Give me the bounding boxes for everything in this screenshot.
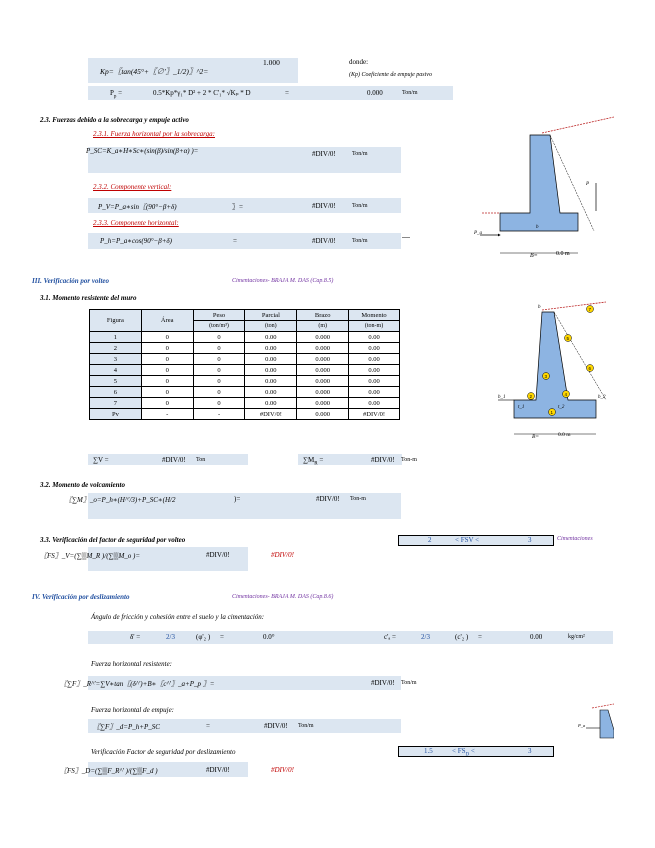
kp-formula: Kp=〖tan(45°+〖∅'〗_1/2)〗^2= xyxy=(100,67,209,76)
fsd-value: #DIV/0! xyxy=(206,766,230,774)
table-row: 2 0 0 0.00 0.000 0.00 xyxy=(90,343,400,354)
summr-label: $\sum M_R$ = xyxy=(303,456,324,467)
pp-unit: Ton/m xyxy=(402,90,418,96)
wall1-pa-label: P_a xyxy=(474,231,483,236)
fsv-max: 3 xyxy=(528,536,532,544)
section-2-3-1-title: 2.3.1. Fuerza horizontal por la sobrecarga: xyxy=(93,130,215,138)
backfill-slope-2 xyxy=(542,302,606,310)
fd-formula: 〖∑F〗_d=P_h+P_SC xyxy=(93,723,160,731)
mo-value: #DIV/0! xyxy=(316,495,340,503)
section-2-3-title: 2.3. Fuerzas debido a la sobrecarga y empuje activo xyxy=(40,116,189,124)
pv-close: 〗= xyxy=(232,203,243,211)
sumv-label: ∑V = xyxy=(93,456,109,464)
table-row: 5 0 0 0.00 0.000 0.00 xyxy=(90,376,400,387)
fd-label: Fuerza horizontal de empuje: xyxy=(91,706,175,714)
section-3-title: III. Verificación por volteo xyxy=(32,277,109,285)
pv-formula: P_V=P_a∗sin〖(90°−β+δ) xyxy=(98,203,177,211)
ph-unit: Ton/m xyxy=(352,238,368,244)
section-3-1-title: 3.1. Momento resistente del muro xyxy=(40,294,137,302)
unit-brazo: (m) xyxy=(297,321,349,332)
delta-label: δ' = xyxy=(130,633,141,641)
psc-formula: P_SC=K_a∗H∗Sc∗(sin(β)/sin(β+α) )= xyxy=(86,147,199,155)
ca-unit: kg/cm² xyxy=(568,634,585,640)
kp-note: (Kp) Coeficiente de empuje pasivo xyxy=(349,72,432,78)
ca-label: c'ₐ = xyxy=(384,633,396,641)
table-row: 4 0 0 0.00 0.000 0.00 xyxy=(90,365,400,376)
c2-eq: = xyxy=(478,633,482,641)
wall2-n5: 5 xyxy=(566,336,570,341)
wall2-n7: 7 xyxy=(588,307,592,312)
fsd-mid: < $FS_D$ < xyxy=(452,747,475,758)
pp-box xyxy=(88,86,453,100)
wall-stem xyxy=(500,135,578,231)
wall2-b-top: b xyxy=(538,305,541,310)
wall1-p-label: P xyxy=(586,182,590,187)
col-brazo: Brazo xyxy=(297,310,349,321)
section-4-title: IV. Verificación por deslizamiento xyxy=(32,593,130,601)
sumv-unit: Ton xyxy=(196,457,206,463)
pp-label: $P_p$ = xyxy=(110,89,123,100)
fr-value: #DIV/0! xyxy=(371,679,395,687)
wall2-n1: 1 xyxy=(550,410,554,415)
table-row: 3 0 0 0.00 0.000 0.00 xyxy=(90,354,400,365)
fd-eq: = xyxy=(206,722,210,730)
ph-eq: = xyxy=(233,237,237,245)
fsv-value: #DIV/0! xyxy=(206,551,230,559)
unit-momento: (ton-m) xyxy=(349,321,400,332)
pv-unit: Ton/m xyxy=(352,203,368,209)
fd-unit: Ton/m xyxy=(298,723,314,729)
kp-value: 1.000 xyxy=(263,58,280,67)
fsd-max: 3 xyxy=(528,747,532,755)
fsd-formula: 〖FS〗_D=(∑▒F_R^′ )/(∑▒F_d ) xyxy=(60,767,158,775)
pp-value: 0.000 xyxy=(367,89,383,97)
fr-unit: Ton/m xyxy=(401,680,417,686)
col-parcial: Parcial xyxy=(245,310,297,321)
retaining-wall-diagram-active xyxy=(472,113,614,263)
pressure-diagram-small xyxy=(578,700,614,740)
mo-unit: Ton-m xyxy=(350,496,366,502)
fd-value: #DIV/0! xyxy=(264,722,288,730)
wall1-b-small: b xyxy=(536,225,539,230)
mo-formula: 〖∑M〗_o=P_h∗(H^′/3)+P_SC∗(H/2 xyxy=(65,496,176,504)
section-3-2-title: 3.2. Momento de volcamiento xyxy=(40,481,125,489)
fsd-label: Verificación Factor de seguridad por deslizamiento xyxy=(91,748,236,756)
wall2-b-label: B= xyxy=(532,434,540,440)
summr-value: #DIV/0! xyxy=(371,456,395,464)
sumv-value: #DIV/0! xyxy=(162,456,186,464)
section-3-ref: Cimentaciones- BRAJA M. DAS (Cap.8.5) xyxy=(232,278,334,284)
table-row: 7 0 0 0.00 0.000 0.00 xyxy=(90,398,400,409)
ca-value: 0.00 xyxy=(530,633,543,641)
section-4-ref: Cimentaciones- BRAJA M. DAS (Cap.8.6) xyxy=(232,594,334,600)
ph-dash xyxy=(402,237,410,238)
moment-table xyxy=(89,309,400,420)
section-2-3-3-title: 2.3.3. Componente horizontal: xyxy=(93,219,179,227)
backfill-slope xyxy=(542,117,614,133)
wall2-t2: t_2 xyxy=(558,405,565,410)
wall2-t1: t_1 xyxy=(518,405,525,410)
kp-donde: donde: xyxy=(349,58,369,66)
psc-unit: Ton/m xyxy=(352,151,368,157)
wall2-n2: 2 xyxy=(529,394,533,399)
wall2-b2: b_2 xyxy=(598,395,606,400)
table-row: 1 0 0 0.00 0.000 0.00 xyxy=(90,332,400,343)
col-figura: Figura xyxy=(90,310,142,332)
table-row: 6 0 0 0.00 0.000 0.00 xyxy=(90,387,400,398)
phi-label: (φ'₂ ) xyxy=(196,633,211,641)
angle-label: Ángulo de fricción y cohesión entre el suelo y la cimentación: xyxy=(91,613,265,621)
fsv-formula: 〖FS〗_V=(∑▒M_R )/(∑▒M_o )= xyxy=(40,552,141,560)
pp-eq: = xyxy=(285,89,289,97)
summr-unit: Ton-m xyxy=(401,457,417,463)
ph-value: #DIV/0! xyxy=(312,237,336,245)
fsd-min: 1.5 xyxy=(424,747,433,755)
col-momento: Momento xyxy=(349,310,400,321)
fsv-min: 2 xyxy=(428,536,432,544)
col-area: Área xyxy=(141,310,193,332)
pd-ground xyxy=(592,704,614,708)
fr-formula: 〖∑F〗_R^′=∑V∗tan〖(δ^′)+B∗〖c^′〗_a+P_p 〗= xyxy=(60,680,215,688)
ca-frac: 2/3 xyxy=(421,633,430,641)
pd-wall xyxy=(600,710,614,738)
wall2-n4: 4 xyxy=(564,392,568,397)
retaining-wall-diagram-figures xyxy=(494,300,614,446)
mo-close: )= xyxy=(234,495,241,503)
fsv-label: < FSV < xyxy=(455,536,480,544)
table-row: Pv - - #DIV/0! 0.000 #DIV/0! xyxy=(90,409,400,420)
pd-pa-label: P_a xyxy=(578,723,586,728)
pv-value: #DIV/0! xyxy=(312,202,336,210)
wall2-n6: 6 xyxy=(588,366,592,371)
psc-value: #DIV/0! xyxy=(312,150,336,158)
col-peso: Peso xyxy=(193,310,245,321)
section-3-3-title: 3.3. Verificación del factor de seguridad por volteo xyxy=(40,536,186,544)
ph-formula: P_h=P_a∗cos(90°−β+δ) xyxy=(100,237,173,245)
fsd-result: #DIV/0! xyxy=(271,766,294,774)
wall1-b-label: B= xyxy=(530,253,538,259)
unit-parcial: (ton) xyxy=(245,321,297,332)
fsv-result: #DIV/0! xyxy=(271,551,294,559)
wall2-stem xyxy=(514,312,596,418)
wall2-n3: 3 xyxy=(544,374,548,379)
wall1-b-value: 0.0 m xyxy=(556,251,570,257)
fr-label: Fuerza horizontal resistente: xyxy=(91,660,173,668)
unit-peso: (ton/m³) xyxy=(193,321,245,332)
section-2-3-2-title: 2.3.2. Componente vertical: xyxy=(93,183,172,191)
delta-frac: 2/3 xyxy=(166,633,175,641)
pp-formula: 0.5*Kp*γ₁* D² + 2 * C'₁* √Kₚ * D xyxy=(153,89,251,97)
wall2-b-value: 0.0 m xyxy=(558,432,571,438)
delta-value: 0.0° xyxy=(263,633,275,641)
phi-eq: = xyxy=(220,633,224,641)
wall2-b1: b_1 xyxy=(498,395,506,400)
c2-label: (c'₂ ) xyxy=(455,633,469,641)
fsv-ref: Cimentaciones xyxy=(557,536,593,542)
